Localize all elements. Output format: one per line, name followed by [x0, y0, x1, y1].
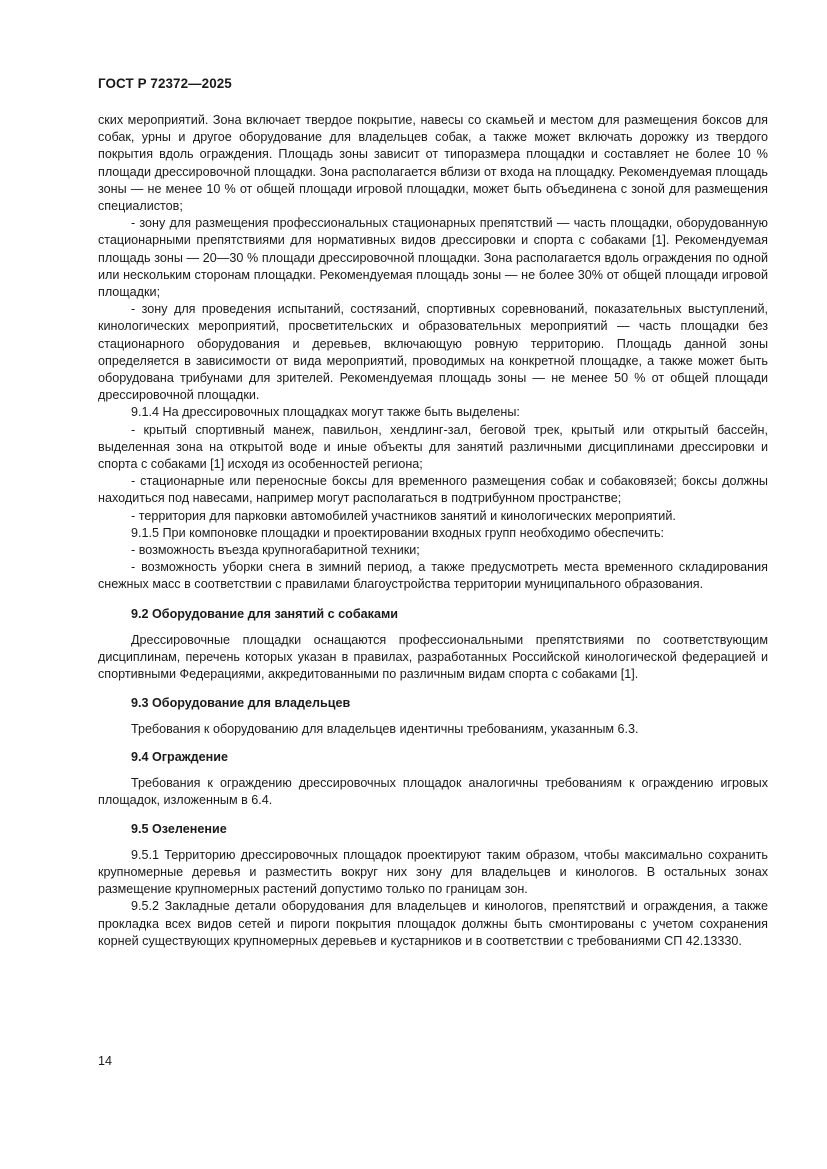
list-item-vehicle-access: - возможность въезда крупногабаритной техники;: [131, 543, 420, 558]
section-heading-9-4: 9.4 Ограждение: [131, 749, 229, 764]
list-item-events-zone: - зону для проведения испытаний, состязаний, спортивных соревнований, показательных выступлений, кинологических мероприятий, просветительских и образовательных мероприятий — часть площадки без стационарного оборудования и деревьев, включающую ровную территорию. Площадь данной зоны определяется в зависимости от вида мероприятий, проводимых на конкретной площадке, а также может быть оборудована трибунами для зрителей. Рекомендуемая площадь зоны — не менее 50 % от общей площади дрессировочной площадки.: [98, 302, 768, 403]
section-9-4-text: Требования к ограждению дрессировочных площадок аналогичны требованиям к ограждению игровых площадок, изложенным в 6.4.: [98, 776, 768, 808]
list-item-boxes: - стационарные или переносные боксы для временного размещения собак и собаковязей; боксы должны находиться под навесами, например могут располагаться в подтрибунном пространстве;: [98, 474, 768, 506]
clause-9-1-5: 9.1.5 При компоновке площадки и проектировании входных групп необходимо обеспечить:: [131, 525, 665, 540]
list-item-parking: - территория для парковки автомобилей участников занятий и кинологических мероприятий.: [131, 508, 676, 523]
section-9-3-text: Требования к оборудованию для владельцев идентичны требованиям, указанным 6.3.: [131, 721, 639, 736]
paragraph-zone-owners-end: ских мероприятий. Зона включает твердое покрытие, навесы со скамьей и местом для размещения боксов для собак, урны и другое оборудование для владельцев собак, а также может включать дорожку из твердого покрытия вдоль ограждения. Площадь зоны зависит от типоразмера площадки и составляет не более 10 % площади дрессировочной площадки. Зона располагается вблизи от входа на площадку. Рекомендуемая площадь зоны — не менее 10 % от общей площади игровой площадки, может быть объединена с зоной для размещения специалистов;: [98, 113, 768, 214]
document-code: ГОСТ Р 72372—2025: [98, 76, 232, 91]
list-item-obstacles-zone: - зону для размещения профессиональных стационарных препятствий — часть площадки, оборудованную стационарными препятствиями для нормативных видов дрессировки и спорта с собаками [1]. Рекомендуемая площадь зоны — 20—30 % площади дрессировочной площадки. Зона располагается вдоль ограждения по одной или нескольким сторонам площадки. Рекомендуемая площадь зоны — не более 30% от общей площади игровой площадки;: [98, 216, 768, 300]
clause-9-5-2: 9.5.2 Закладные детали оборудования для владельцев и кинологов, препятствий и ограждения, а также прокладка всех видов сетей и пироги покрытия площадок должны быть смонтированы с учетом сохранения корней существующих крупномерных деревьев и кустарников и в соответствии с требованиями СП 42.13330.: [98, 899, 768, 948]
section-heading-9-5: 9.5 Озеленение: [131, 821, 227, 836]
section-heading-9-3: 9.3 Оборудование для владельцев: [131, 695, 351, 710]
list-item-snow-removal: - возможность уборки снега в зимний период, а также предусмотреть места временного складирования снежных масс в соответствии с правилами благоустройства территории муниципального образования.: [98, 560, 768, 592]
page-number: 14: [98, 1054, 113, 1068]
list-item-indoor-facilities: - крытый спортивный манеж, павильон, хендлинг-зал, беговой трек, крытый или открытый бассейн, выделенная зона на открытой воде и иные объекты для занятий различными дисциплинами дрессировки и спорта с собаками [1] исходя из особенностей региона;: [98, 422, 768, 472]
clause-9-5-1: 9.5.1 Территорию дрессировочных площадок проектируют таким образом, чтобы максимально сохранить крупномерные деревья и разместить вокруг них зону для владельцев и кинологов. В остальных зонах размещение крупномерных растений допустимо только по границам зон.: [98, 847, 768, 897]
page-body: [98, 112, 768, 950]
section-heading-9-2: 9.2 Оборудование для занятий с собаками: [131, 606, 399, 621]
clause-9-1-4: 9.1.4 На дрессировочных площадках могут также быть выделены:: [131, 405, 520, 420]
section-9-2-text: Дрессировочные площадки оснащаются профессиональными препятствиями по соответствующим дисциплинам, перечень которых указан в правилах, разработанных Российской кинологической федерацией и спортивными Федерациями, аккредитованными по различным видам спорта с собаками [1].: [98, 632, 768, 682]
